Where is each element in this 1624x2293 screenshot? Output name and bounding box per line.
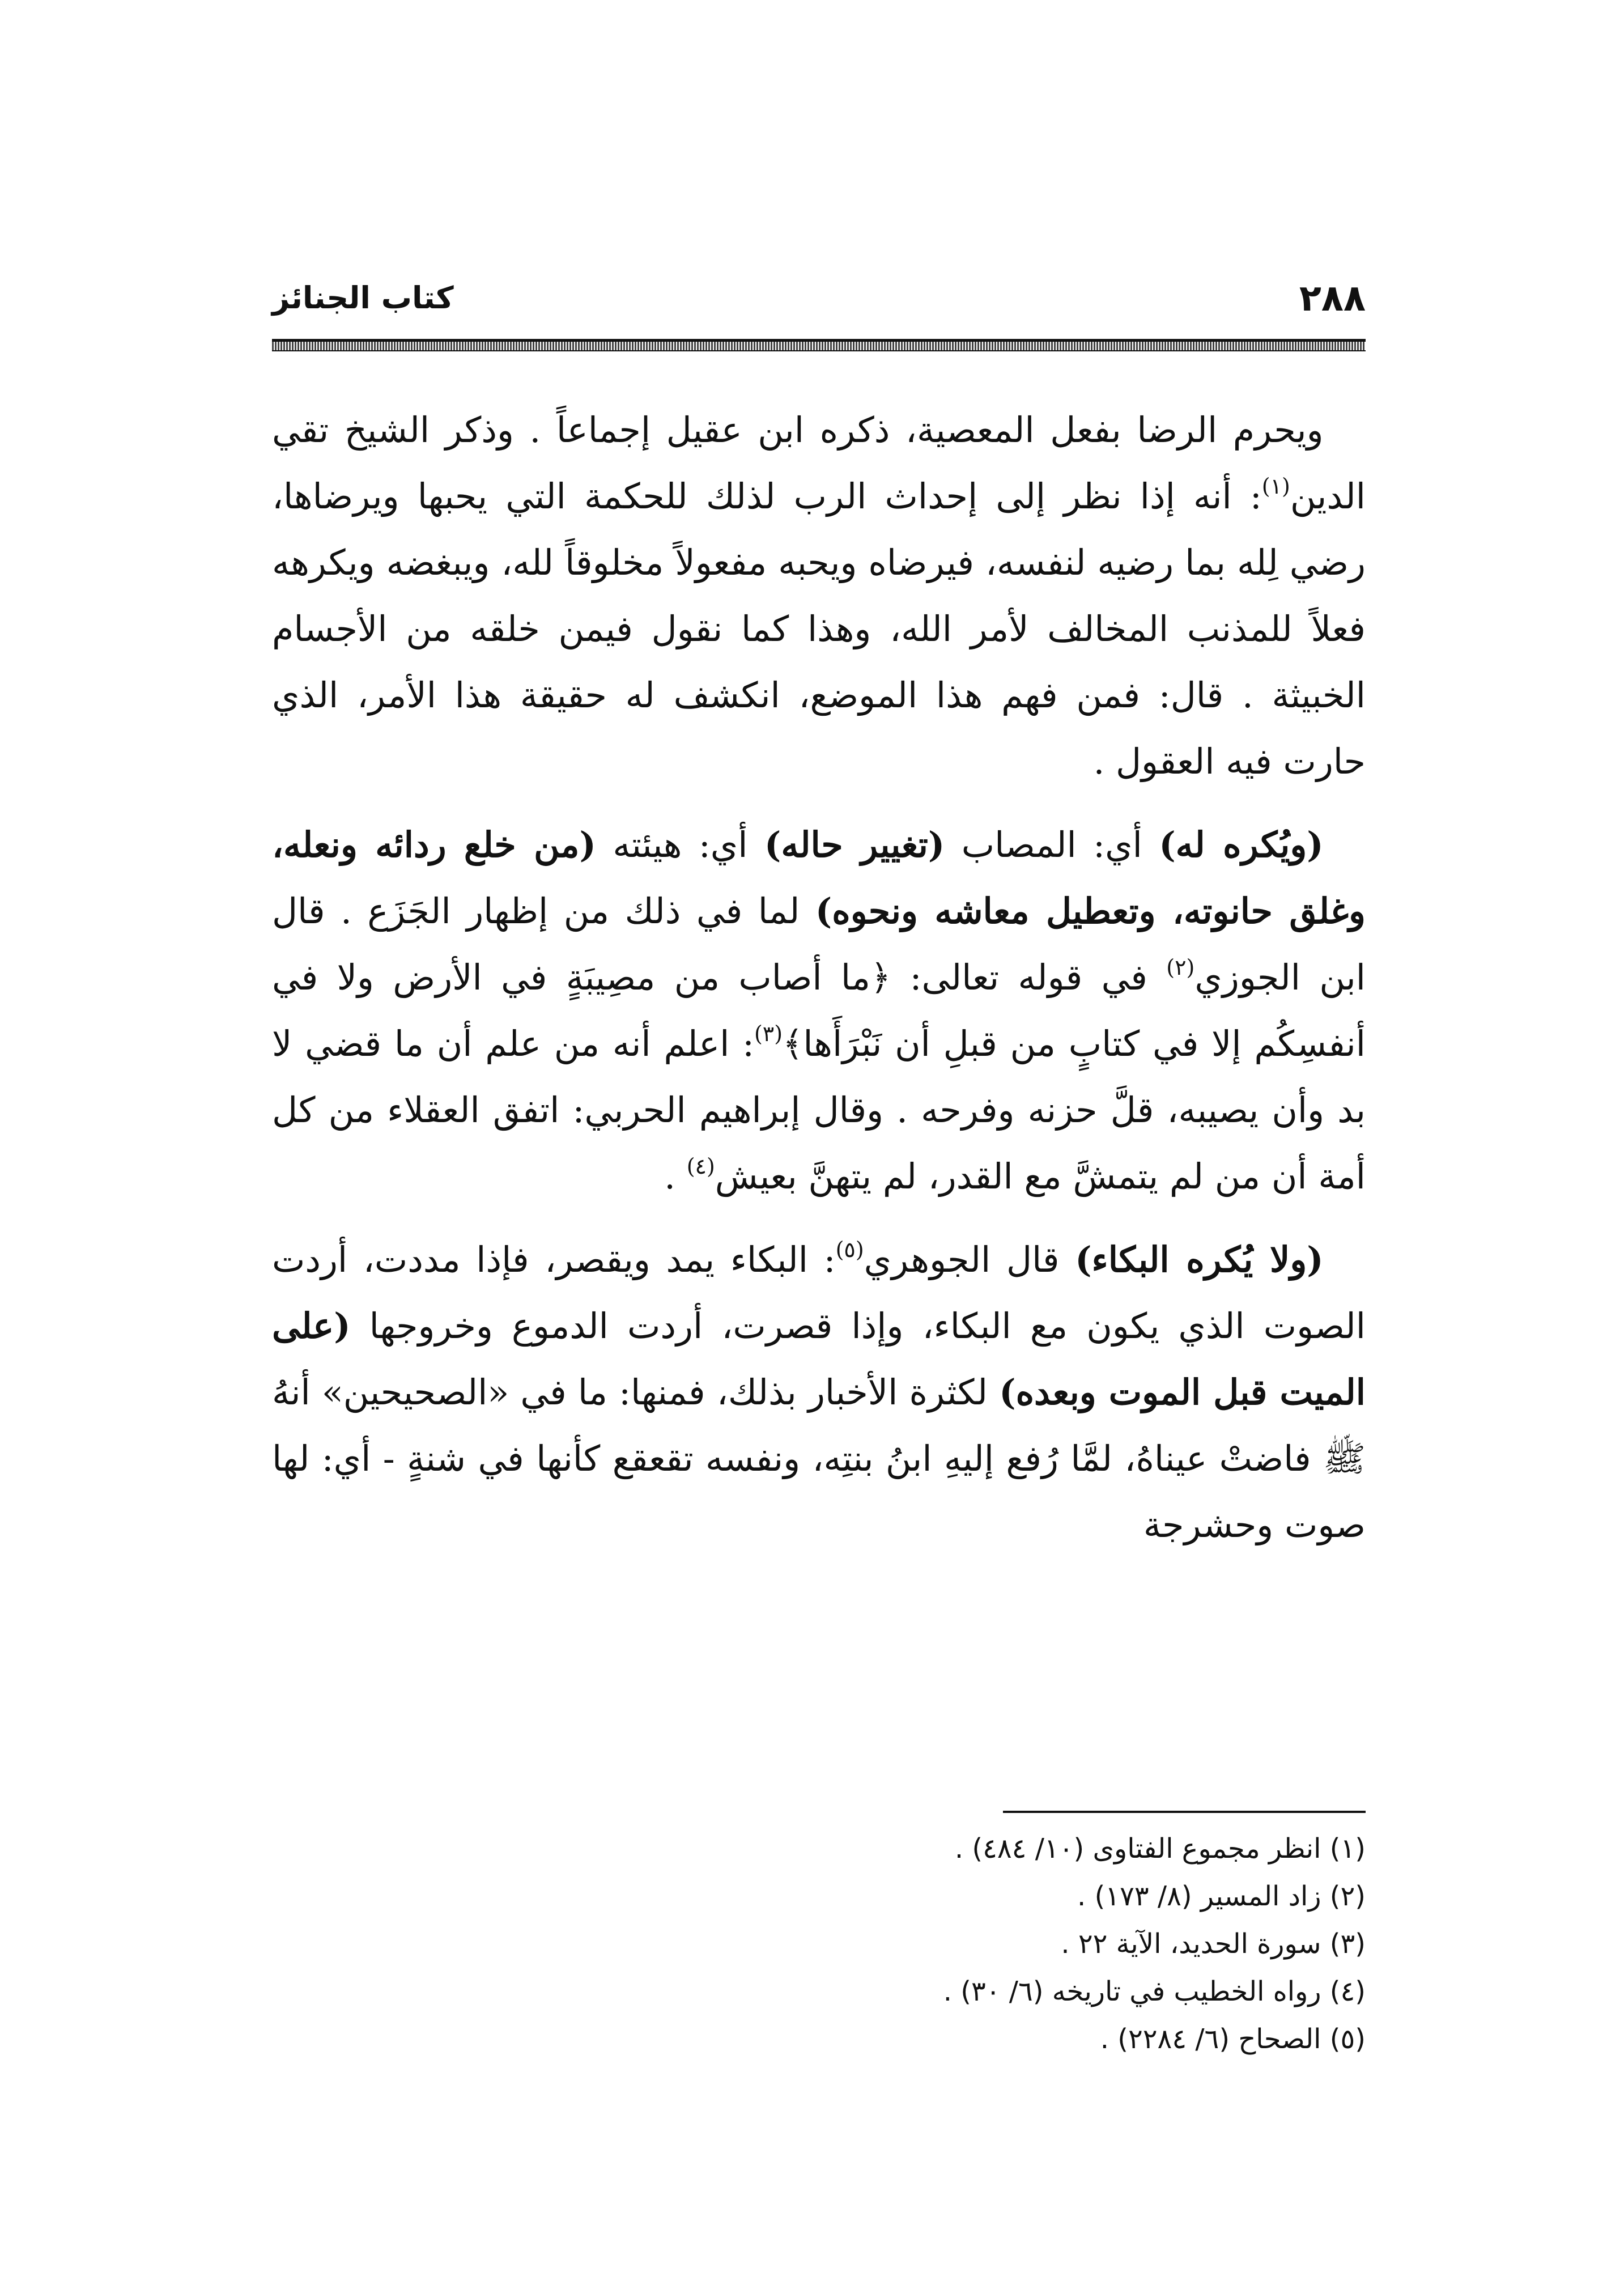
text-run: : البكاء يمد ويقصر، فإذا مددت، أردت الصوت الذي يكون مع البكاء، وإذا قصرت، أردت الدموع وخروجها [272, 1239, 1366, 1347]
page-number: ٢٨٨ [1299, 278, 1366, 320]
matn-text: (ويُكره له) [1159, 824, 1324, 865]
text-run: في قوله تعالى: ﴿ما أصاب من مصِيبَةٍ في الأرض ولا في أنفسِكُم إلا في كتابٍ من قبلِ أن نَبْرَأَها﴾ [272, 957, 1366, 1064]
book-page [272, 0, 1366, 2293]
paragraph-2 [272, 812, 1366, 1209]
matn-text: (تغيير حاله) [764, 824, 945, 865]
paragraph-1 [272, 397, 1366, 795]
matn-text: (ولا يُكره البكاء) [1075, 1239, 1324, 1280]
text-run: أي: المصاب [945, 824, 1159, 865]
footnote-separator [1003, 1811, 1366, 1813]
matn-text: (من خلع ردائه ونعله، وغلق حانوته، وتعطيل معاشه ونحوه) [272, 824, 1366, 932]
footnote-ref-2[interactable]: (٢) [1166, 955, 1195, 980]
footnote-3: (٣) سورة الحديد، الآية ٢٢ . [1061, 1928, 1366, 1960]
footnote-2: (٢) زاد المسير (٨/ ١٧٣) . [1077, 1880, 1366, 1912]
matn-text: (على الميت قبل الموت وبعده) [272, 1305, 1366, 1413]
running-title: كتاب الجنائز [272, 280, 454, 316]
page-header [272, 278, 1366, 323]
header-rule [272, 339, 1366, 351]
text-run: ويحرم الرضا بفعل المعصية، ذكره ابن عقيل إجماعاً . وذكر الشيخ تقي الدين [272, 409, 1366, 517]
footnote-ref-4[interactable]: (٤) [686, 1154, 715, 1179]
text-run: أي: هيئته [596, 824, 765, 865]
footnote-ref-3[interactable]: (٣) [754, 1021, 783, 1046]
footnote-ref-1[interactable]: (١) [1261, 474, 1290, 499]
footnote-ref-5[interactable]: (٥) [835, 1237, 864, 1262]
footnote-1: (١) انظر مجموع الفتاوى (١٠/ ٤٨٤) . [954, 1833, 1366, 1865]
footnotes [272, 1825, 1366, 2063]
text-run: لما في ذلك من إظهار الجَزَع . قال ابن الجوزي [272, 890, 1366, 998]
paragraph-3 [272, 1226, 1366, 1558]
footnote-5: (٥) الصحاح (٦/ ٢٢٨٤) . [1100, 2023, 1366, 2055]
text-run: قال الجوهري [864, 1239, 1075, 1280]
main-text [272, 397, 1366, 1575]
footnote-4: (٤) رواه الخطيب في تاريخه (٦/ ٣٠) . [943, 1976, 1366, 2007]
text-run: : اعلم أنه من علم أن ما قضي لا بد وأن يصيبه، قلَّ حزنه وفرحه . وقال إبراهيم الحربي: اتفق العقلاء من كل أمة أن من لم يتمشَّ مع القدر، لم يتهنَّ بعيش [272, 1023, 1366, 1197]
text-run: لكثرة الأخبار بذلك، فمنها: ما في «الصحيحين» أنهُ ﷺ فاضتْ عيناهُ، لمَّا رُفع إليهِ ابنُ بنتِه، ونفسه تقعقع كأنها في شنةٍ - أي: لها صوت وحشرجة [272, 1371, 1366, 1545]
text-run: . [664, 1156, 687, 1197]
text-run: : أنه إذا نظر إلى إحداث الرب لذلك للحكمة التي يحبها ويرضاها، رضي لِله بما رضيه لنفسه، فيرضاه ويحبه مفعولاً مخلوقاً لله، ويبغضه ويكرهه فعلاً للمذنب المخالف لأمر الله، وهذا كما نقول فيمن خلقه من الأجسام الخبيثة . قال: فمن فهم هذا الموضع، انكشف له حقيقة هذا الأمر، الذي حارت فيه العقول . [272, 475, 1366, 782]
